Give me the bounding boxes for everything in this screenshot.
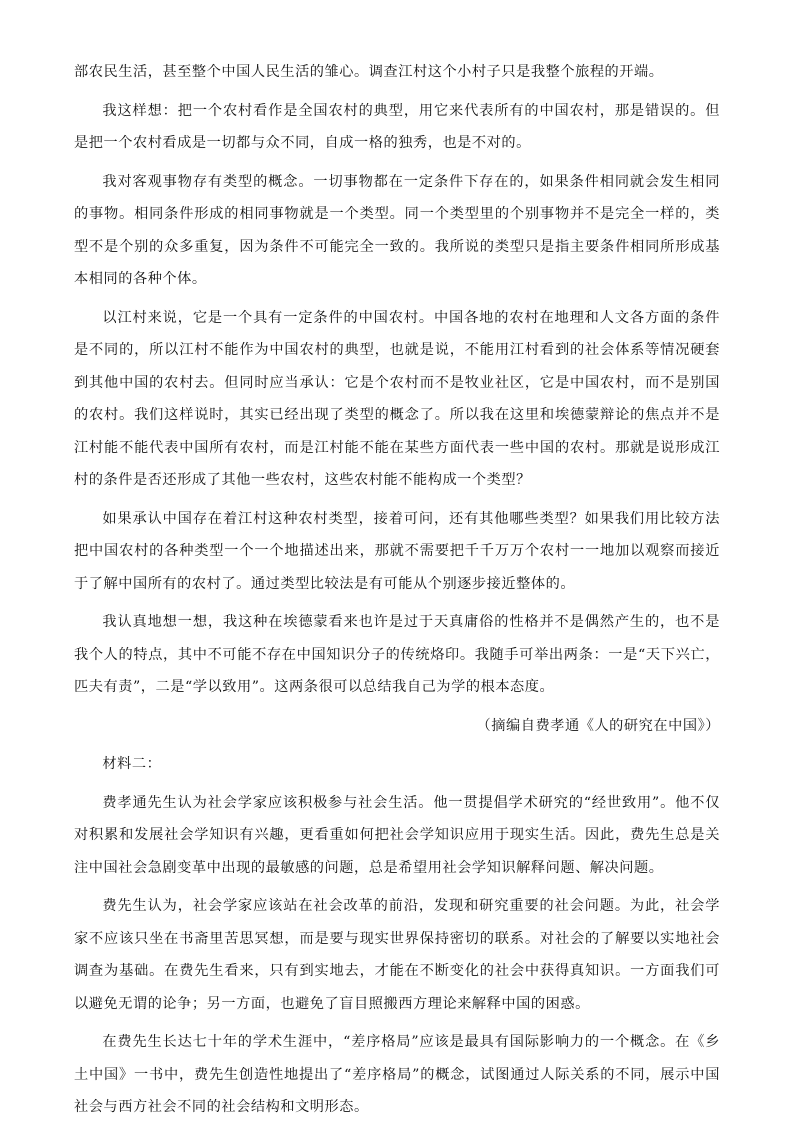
paragraph-intellectual-tradition: 我认真地想一想，我这种在埃德蒙看来也许是过于天真庸俗的性格并不是偶然产生的，也不是我个人的特点，其中不可能不存在中国知识分子的传统烙印。我随手可举出两条：一是“天下兴亡，匹夫有责”，二是“学以致用”。这两条很可以总结我自己为学的根本态度。: [74, 614, 720, 695]
material-two-label: 材料二：: [102, 756, 162, 772]
paragraph-jiangcun: 以江村来说，它是一个具有一定条件的中国农村。中国各地的农村在地理和人文各方面的条件是不同的，所以江村不能作为中国农村的典型，也就是说，不能用江村看到的社会体系等情况硬套到其他中国的农村去。但同时应当承认：它是个农村而不是牧业社区，它是中国农村，而不是别国的农村。我们这样说时，其实已经出现了类型的概念了。所以我在这里和埃德蒙辩论的焦点并不是江村能不能代表中国所有农村，而是江村能不能在某些方面代表一些中国的农村。那就是说形成江村的条件是否还形成了其他一些农村，这些农村能不能构成一个类型？: [74, 309, 720, 488]
paragraph-type-concept: 我对客观事物存有类型的概念。一切事物都在一定条件下存在的，如果条件相同就会发生相同的事物。相同条件形成的相同事物就是一个类型。同一个类型里的个别事物并不是完全一样的，类型不是个别的众多重复，因为条件不可能完全一致的。我所说的类型只是指主要条件相同所形成基本相同的各种个体。: [74, 173, 720, 287]
source-citation: （摘编自费孝通《人的研究在中国》）: [476, 717, 720, 734]
paragraph-practical-application: 费孝通先生认为社会学家应该积极参与社会生活。他一贯提倡学术研究的“经世致用”。他不仅对积累和发展社会学知识有兴趣，更看重如何把社会学知识应用于现实生活。因此，费先生总是关注中国社会急剧变革中出现的最敏感的问题，总是希望用社会学知识解释问题、解决问题。: [74, 794, 720, 876]
paragraph-continuation: 部农民生活，甚至整个中国人民生活的雏心。调查江村这个小村子只是我整个旅程的开端。: [74, 64, 664, 80]
paragraph-field-research: 费先生认为，社会学家应该站在社会改革的前沿，发现和研究重要的社会问题。为此，社会学家不应该只坐在书斋里苦思冥想，而是要与现实世界保持密切的联系。对社会的了解要以实地社会调查为基础。在费先生看来，只有到实地去，才能在不断变化的社会中获得真知识。一方面我们可以避免无谓的论争；另一方面，也避免了盲目照搬西方理论来解释中国的困惑。: [74, 898, 720, 1012]
paragraph-typical-village: 我这样想：把一个农村看作是全国农村的典型，用它来代表所有的中国农村，那是错误的。但是把一个农村看成是一切都与众不同，自成一格的独秀，也是不对的。: [74, 102, 720, 151]
paragraph-differential-pattern: 在费先生长达七十年的学术生涯中，“差序格局”应该是最具有国际影响力的一个概念。在《乡土中国》一书中，费先生创造性地提出了“差序格局”的概念，试图通过人际关系的不同，展示中国社会与西方社会不同的社会结构和文明形态。: [74, 1034, 720, 1115]
paragraph-comparison-method: 如果承认中国存在着江村这种农村类型，接着可问，还有其他哪些类型？如果我们用比较方法把中国农村的各种类型一个一个地描述出来，那就不需要把千千万万个农村一一地加以观察而接近于了解中国所有的农村了。通过类型比较法是有可能从个别逐步接近整体的。: [74, 510, 720, 592]
